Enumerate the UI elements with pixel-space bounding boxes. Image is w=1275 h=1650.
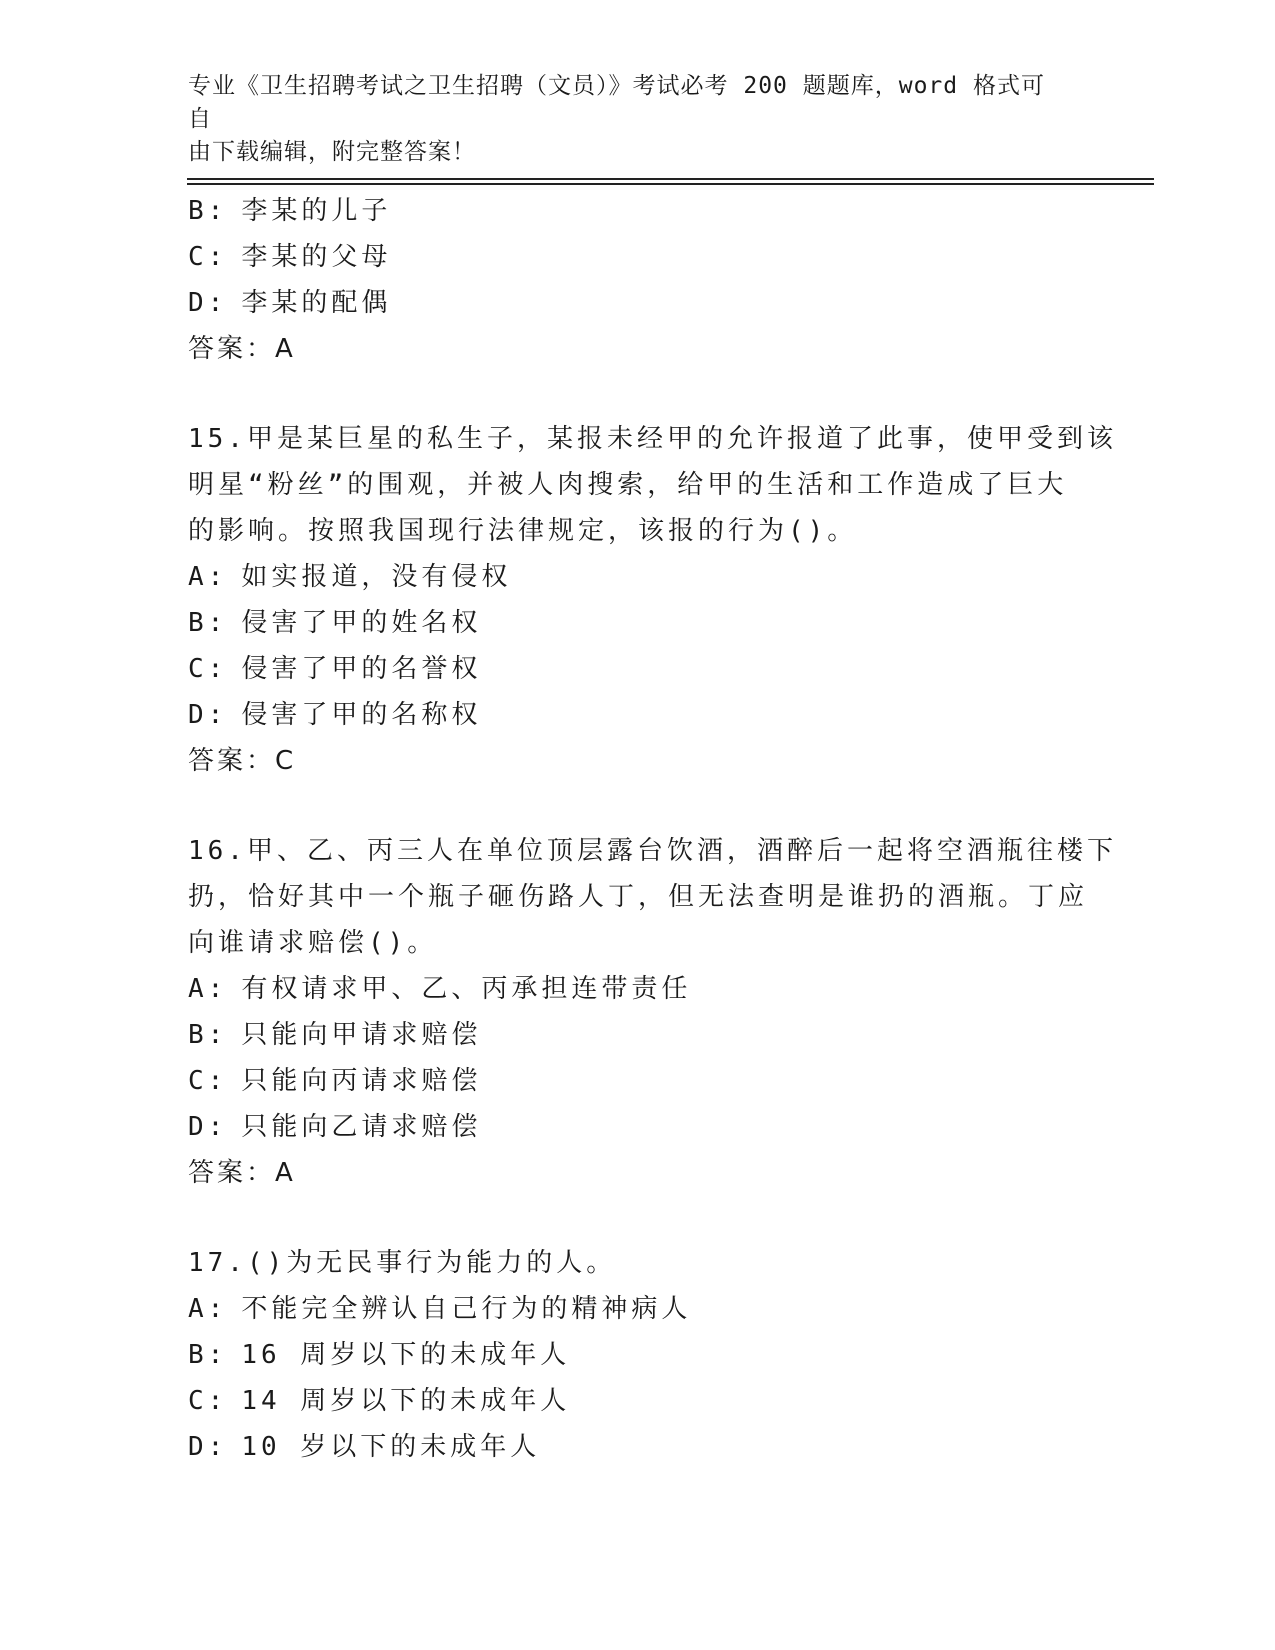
question-15 <box>188 416 1117 784</box>
question-17 <box>188 1240 1088 1470</box>
option-b: B: 侵害了甲的姓名权 <box>188 608 482 638</box>
option-a: A: 有权请求甲、乙、丙承担连带责任 <box>188 974 692 1004</box>
header-line-2: 由下载编辑，附完整答案！ <box>188 139 476 165</box>
option-d: D: 10 岁以下的未成年人 <box>188 1432 541 1462</box>
question-stem-line: 向谁请求赔偿()。 <box>188 928 438 958</box>
answer: 答案：A <box>188 334 296 364</box>
option-d: D: 侵害了甲的名称权 <box>188 700 482 730</box>
option-c: C: 14 周岁以下的未成年人 <box>188 1386 571 1416</box>
question-stem-line: 明星“粉丝”的围观，并被人肉搜索，给甲的生活和工作造成了巨大 <box>188 470 1068 500</box>
question-stem-line: 17.()为无民事行为能力的人。 <box>188 1248 617 1278</box>
question-16 <box>188 828 1117 1196</box>
option-b: B: 李某的儿子 <box>188 196 392 226</box>
option-b: B: 16 周岁以下的未成年人 <box>188 1340 571 1370</box>
document-body <box>188 188 1117 1470</box>
option-c: C: 只能向丙请求赔偿 <box>188 1066 482 1096</box>
question-stem <box>188 1240 1088 1286</box>
option-d: D: 只能向乙请求赔偿 <box>188 1112 482 1142</box>
question-stem-line: 16.甲、乙、丙三人在单位顶层露台饮酒，酒醉后一起将空酒瓶往楼下 <box>188 836 1117 866</box>
option-c: C: 侵害了甲的名誉权 <box>188 654 482 684</box>
header-divider-top <box>187 178 1154 180</box>
option-b: B: 只能向甲请求赔偿 <box>188 1020 482 1050</box>
question-stem <box>188 416 1117 554</box>
question-stem <box>188 828 1117 966</box>
option-c: C: 李某的父母 <box>188 242 392 272</box>
header-line-1: 专业《卫生招聘考试之卫生招聘（文员）》考试必考 200 题题库，word 格式可自 <box>188 73 1045 132</box>
option-a: A: 不能完全辨认自己行为的精神病人 <box>188 1294 692 1324</box>
question-stem-line: 扔，恰好其中一个瓶子砸伤路人丁，但无法查明是谁扔的酒瓶。丁应 <box>188 882 1089 912</box>
answer: 答案：A <box>188 1158 296 1188</box>
question-14-tail <box>188 188 1088 372</box>
document-header <box>188 70 1068 169</box>
question-stem-line: 的影响。按照我国现行法律规定，该报的行为()。 <box>188 516 858 546</box>
question-stem-line: 15.甲是某巨星的私生子，某报未经甲的允许报道了此事，使甲受到该 <box>188 424 1117 454</box>
header-divider-bottom <box>187 183 1154 185</box>
option-d: D: 李某的配偶 <box>188 288 392 318</box>
option-a: A: 如实报道，没有侵权 <box>188 562 512 592</box>
answer: 答案：C <box>188 746 297 776</box>
